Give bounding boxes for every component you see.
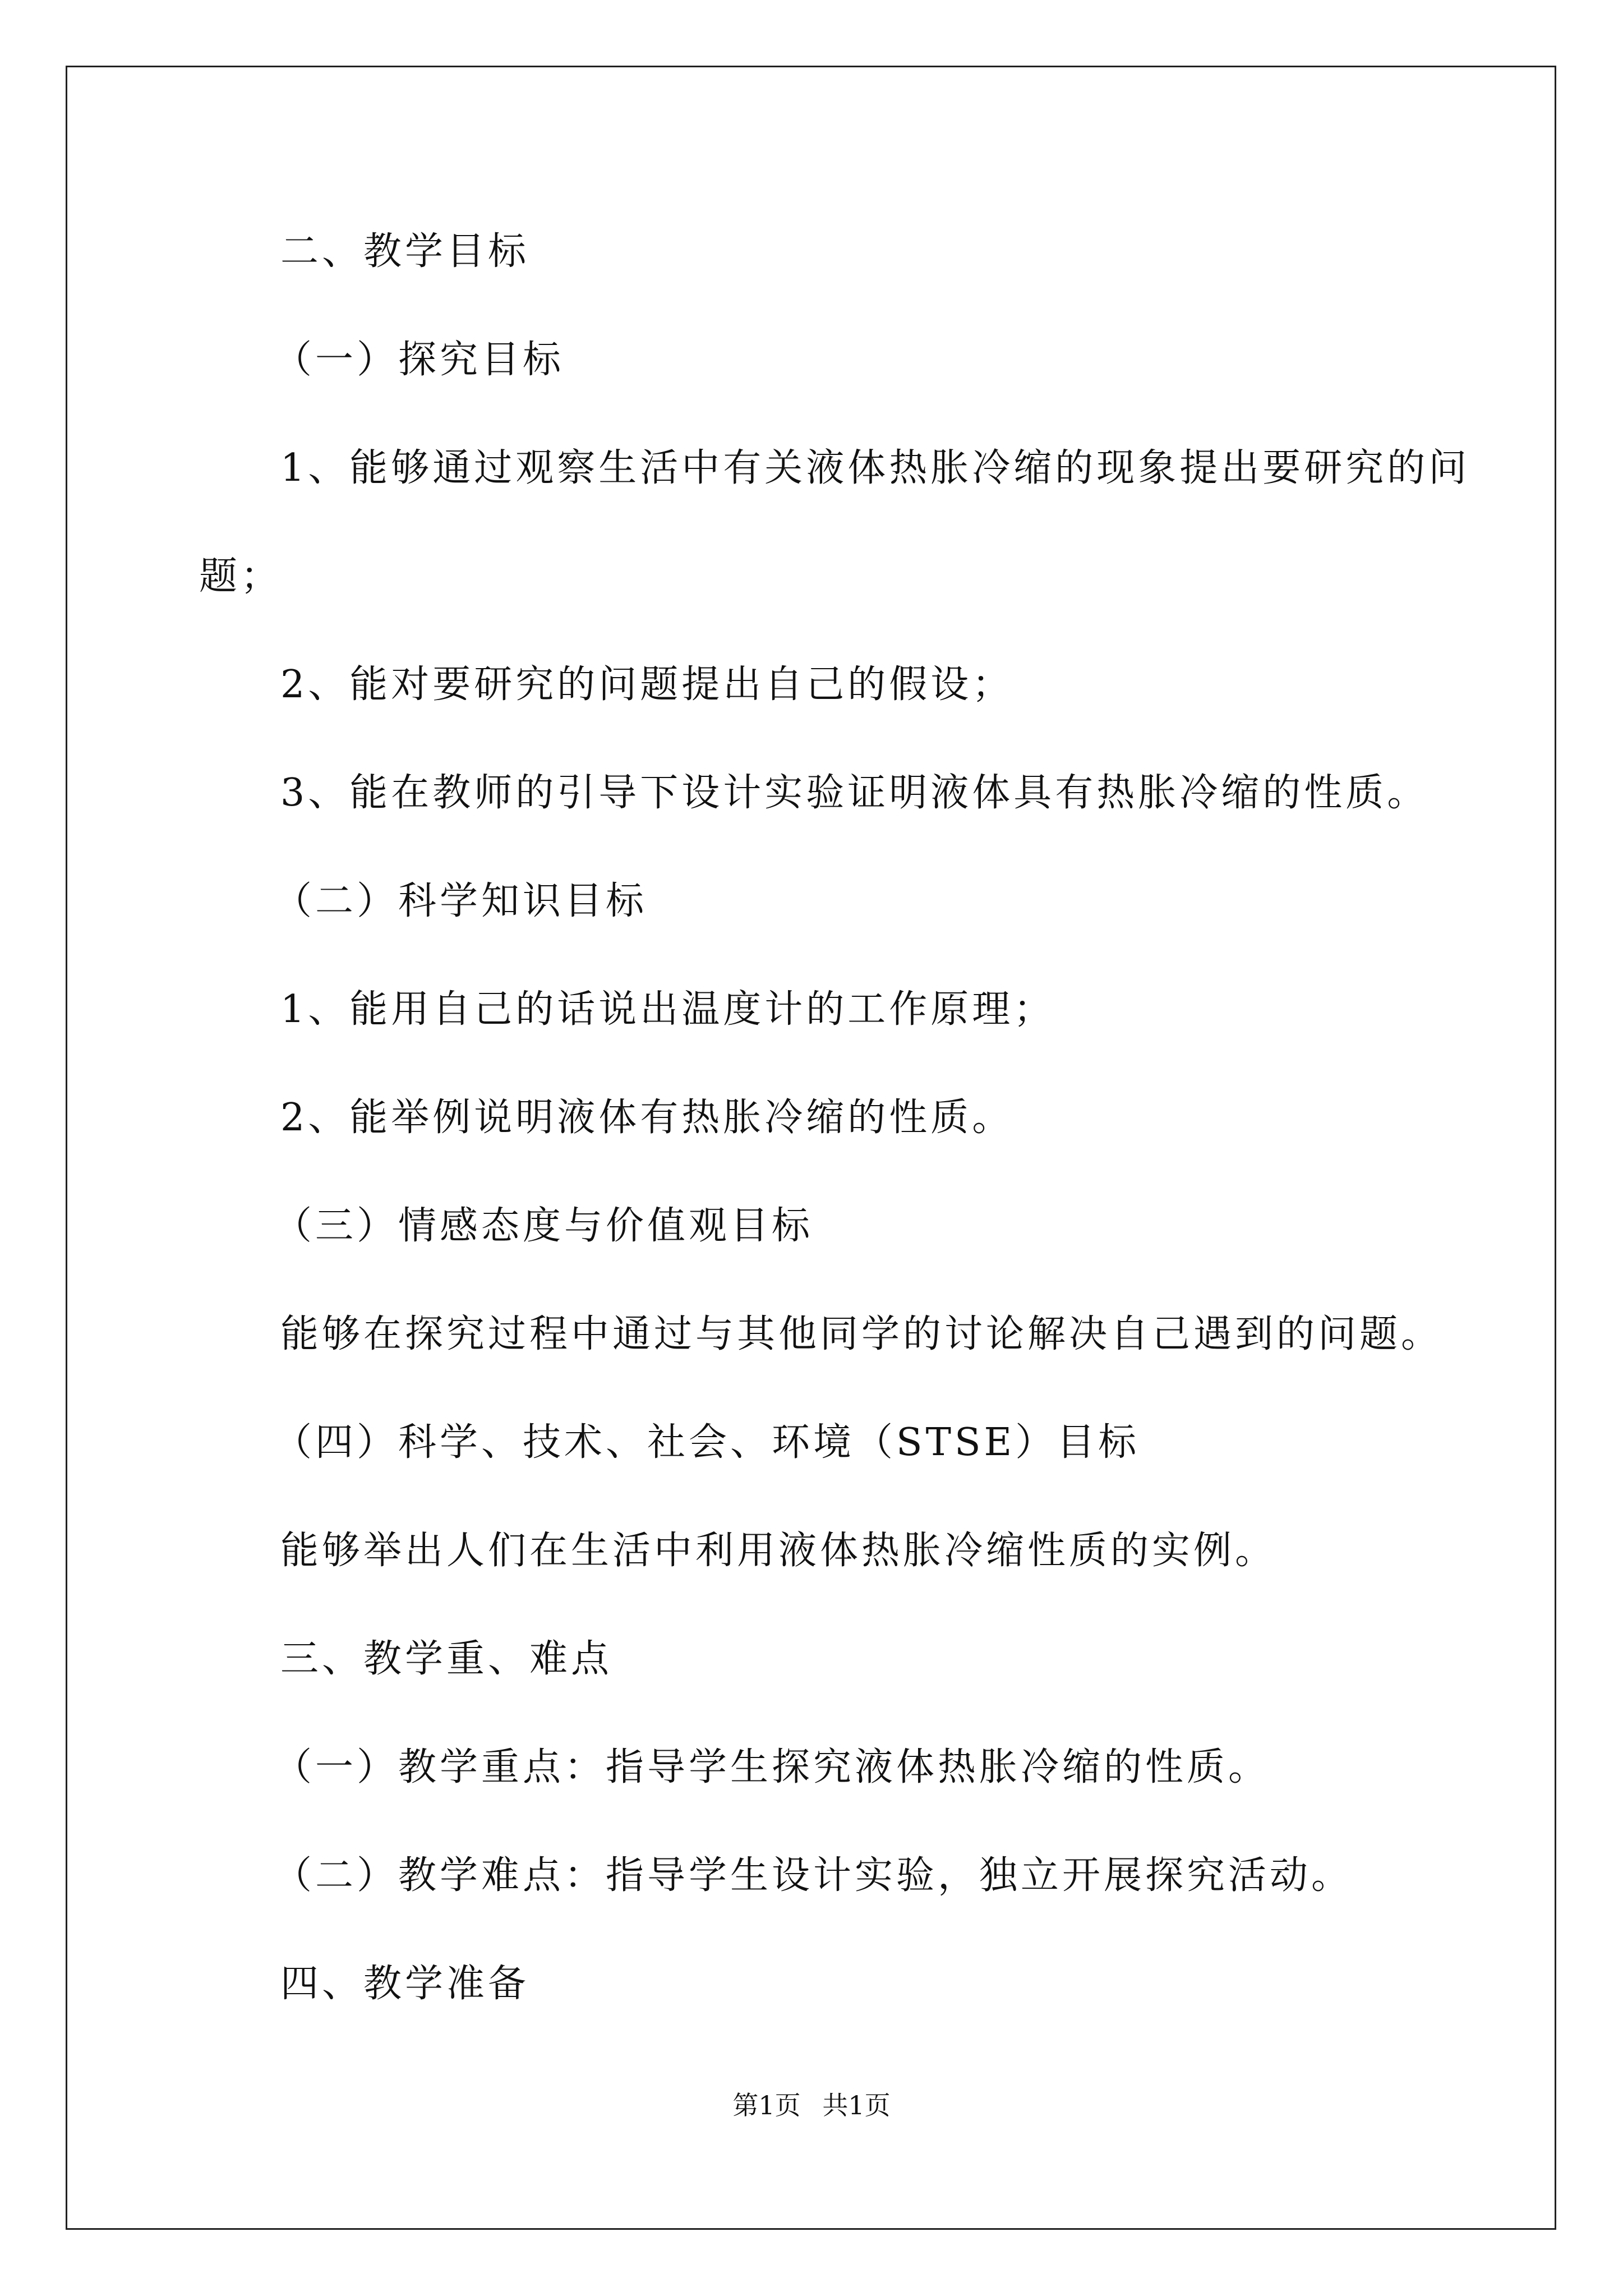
subheading-inquiry-goals: （一）探究目标 <box>274 338 565 382</box>
page-frame <box>66 66 1556 2230</box>
paragraph-line: 能够在探究过程中通过与其他同学的讨论解决自己遇到的问题。 <box>280 1312 1443 1356</box>
heading-objectives: 二、教学目标 <box>280 229 530 274</box>
paragraph-line: 能够举出人们在生活中利用液体热胀冷缩性质的实例。 <box>280 1529 1277 1573</box>
page-number: 第1页 <box>732 2090 801 2120</box>
paragraph-line: 1、能够通过观察生活中有关液体热胀冷缩的现象提出要研究的问 <box>280 446 1470 490</box>
paragraph-line: （一）教学重点：指导学生探究液体热胀冷缩的性质。 <box>274 1745 1270 1789</box>
heading-preparation: 四、教学准备 <box>280 1962 530 2006</box>
subheading-attitude-goals: （三）情感态度与价值观目标 <box>274 1204 814 1248</box>
paragraph-line: （二）教学难点：指导学生设计实验，独立开展探究活动。 <box>274 1853 1353 1898</box>
subheading-knowledge-goals: （二）科学知识目标 <box>274 879 648 923</box>
heading-key-points: 三、教学重、难点 <box>280 1637 613 1681</box>
paragraph-line: 2、能举例说明液体有热胀冷缩的性质。 <box>280 1096 1014 1140</box>
page-footer <box>0 2090 1623 2121</box>
paragraph-line: 题； <box>199 554 283 599</box>
page-total: 共1页 <box>822 2090 891 2120</box>
paragraph-line: 3、能在教师的引导下设计实验证明液体具有热胀冷缩的性质。 <box>280 771 1429 815</box>
subheading-stse-goals: （四）科学、技术、社会、环境（STSE）目标 <box>274 1420 1140 1465</box>
paragraph-line: 1、能用自己的话说出温度计的工作原理； <box>280 987 1055 1032</box>
paragraph-line: 2、能对要研究的问题提出自己的假设； <box>280 662 1014 707</box>
